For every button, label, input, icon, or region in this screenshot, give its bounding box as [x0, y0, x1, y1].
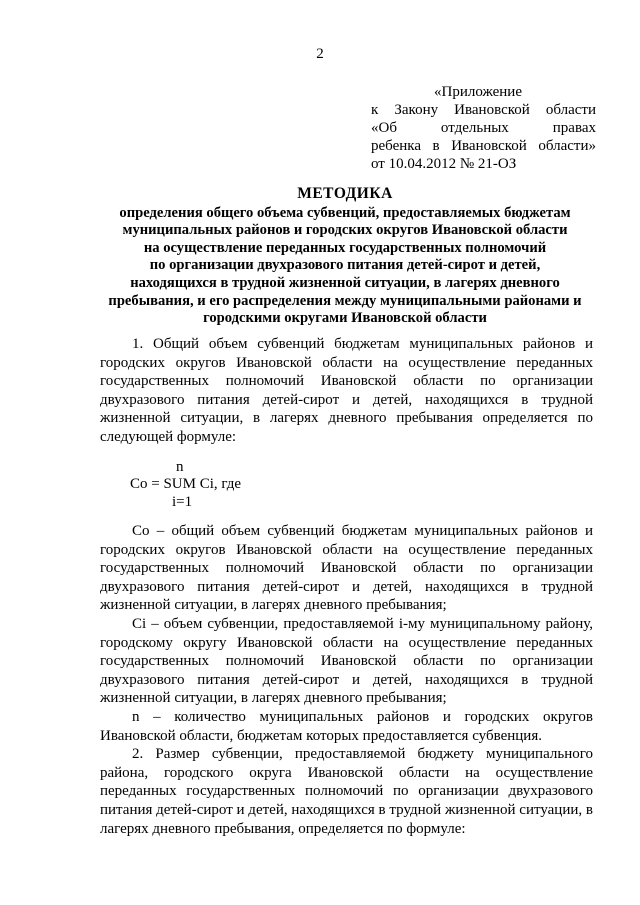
appendix-line-1: «Приложение — [433, 84, 522, 100]
definitions-block — [100, 522, 593, 838]
heading-line-1: определения общего объема субвенций, предоставляемых бюджетам — [119, 204, 571, 221]
appendix-reference — [371, 83, 596, 173]
paragraph-2-text: 2. Размер субвенции, предоставляемой бюджету муниципального района, городского округа Ивановской области на осуществление переданных государственных полномочий по организации двухразового питания детей-сирот и детей, находящихся в трудной жизненной ситуации, в лагерях дневного пребывания, определяется по формуле: — [100, 746, 593, 837]
heading-line-5: находящихся в трудной жизненной ситуации, в лагерях дневного — [130, 274, 560, 291]
paragraph-1-block — [100, 335, 593, 447]
paragraph-1-text: 1. Общий объем субвенций бюджетам муниципальных районов и городских округов Ивановской области на осуществление переданных государственных полномочий Ивановской области по организации двухразового питания детей-сирот и детей, находящихся в трудной жизненной ситуации, в лагерях дневного пребывания определяется по следующей формуле: — [100, 336, 593, 445]
document-heading — [100, 185, 590, 328]
heading-line-7: городскими округами Ивановской области — [203, 310, 487, 327]
page-number: 2 — [316, 46, 324, 62]
appendix-line-3: «Об отдельных правах — [371, 120, 596, 136]
document-title: МЕТОДИКА — [297, 185, 393, 202]
definition-n — [100, 708, 593, 745]
definition-ci-text: Ci – объем субвенции, предоставляемой i-му муниципальному району, городскому округу Ивановской области на осуществление переданных государственных полномочий Ивановской области по организации двухразового питания детей-сирот и детей, находящихся в трудной жизненной ситуации, в лагерях дневного пребывания; — [100, 615, 593, 707]
heading-line-6: пребывания, и его распределения между муниципальными районами и — [108, 292, 582, 309]
heading-line-4: по организации двухразового питания детей-сирот и детей, — [149, 257, 541, 274]
appendix-line-5: от 10.04.2012 № 21-ОЗ — [371, 156, 517, 172]
definition-ci — [100, 615, 593, 708]
formula-upper-limit: n — [176, 459, 184, 475]
appendix-line-2: к Закону Ивановской области — [371, 102, 596, 118]
paragraph-2 — [100, 745, 593, 838]
definition-co-text: Со – общий объем субвенций бюджетам муниципальных районов и городских округов Ивановской области на осуществление переданных государственных полномочий Ивановской области по организации двухразового питания детей-сирот и детей, находящихся в трудной жизненной ситуации, в лагерях дневного пребывания; — [100, 523, 593, 614]
paragraph-1 — [100, 335, 593, 447]
definition-n-text: n – количество муниципальных районов и городских округов Ивановской области, бюджетам которых предоставляется субвенция. — [100, 708, 593, 744]
heading-line-2: муниципальных районов и городских округов Ивановской области — [122, 222, 568, 239]
formula-expression: Со = SUM Ci, где — [130, 476, 242, 492]
formula-lower-limit: i=1 — [172, 494, 193, 510]
heading-line-3: на осуществление переданных государственных полномочий — [143, 239, 547, 256]
definition-co — [100, 522, 593, 615]
appendix-line-4: ребенка в Ивановской области» — [371, 138, 596, 154]
